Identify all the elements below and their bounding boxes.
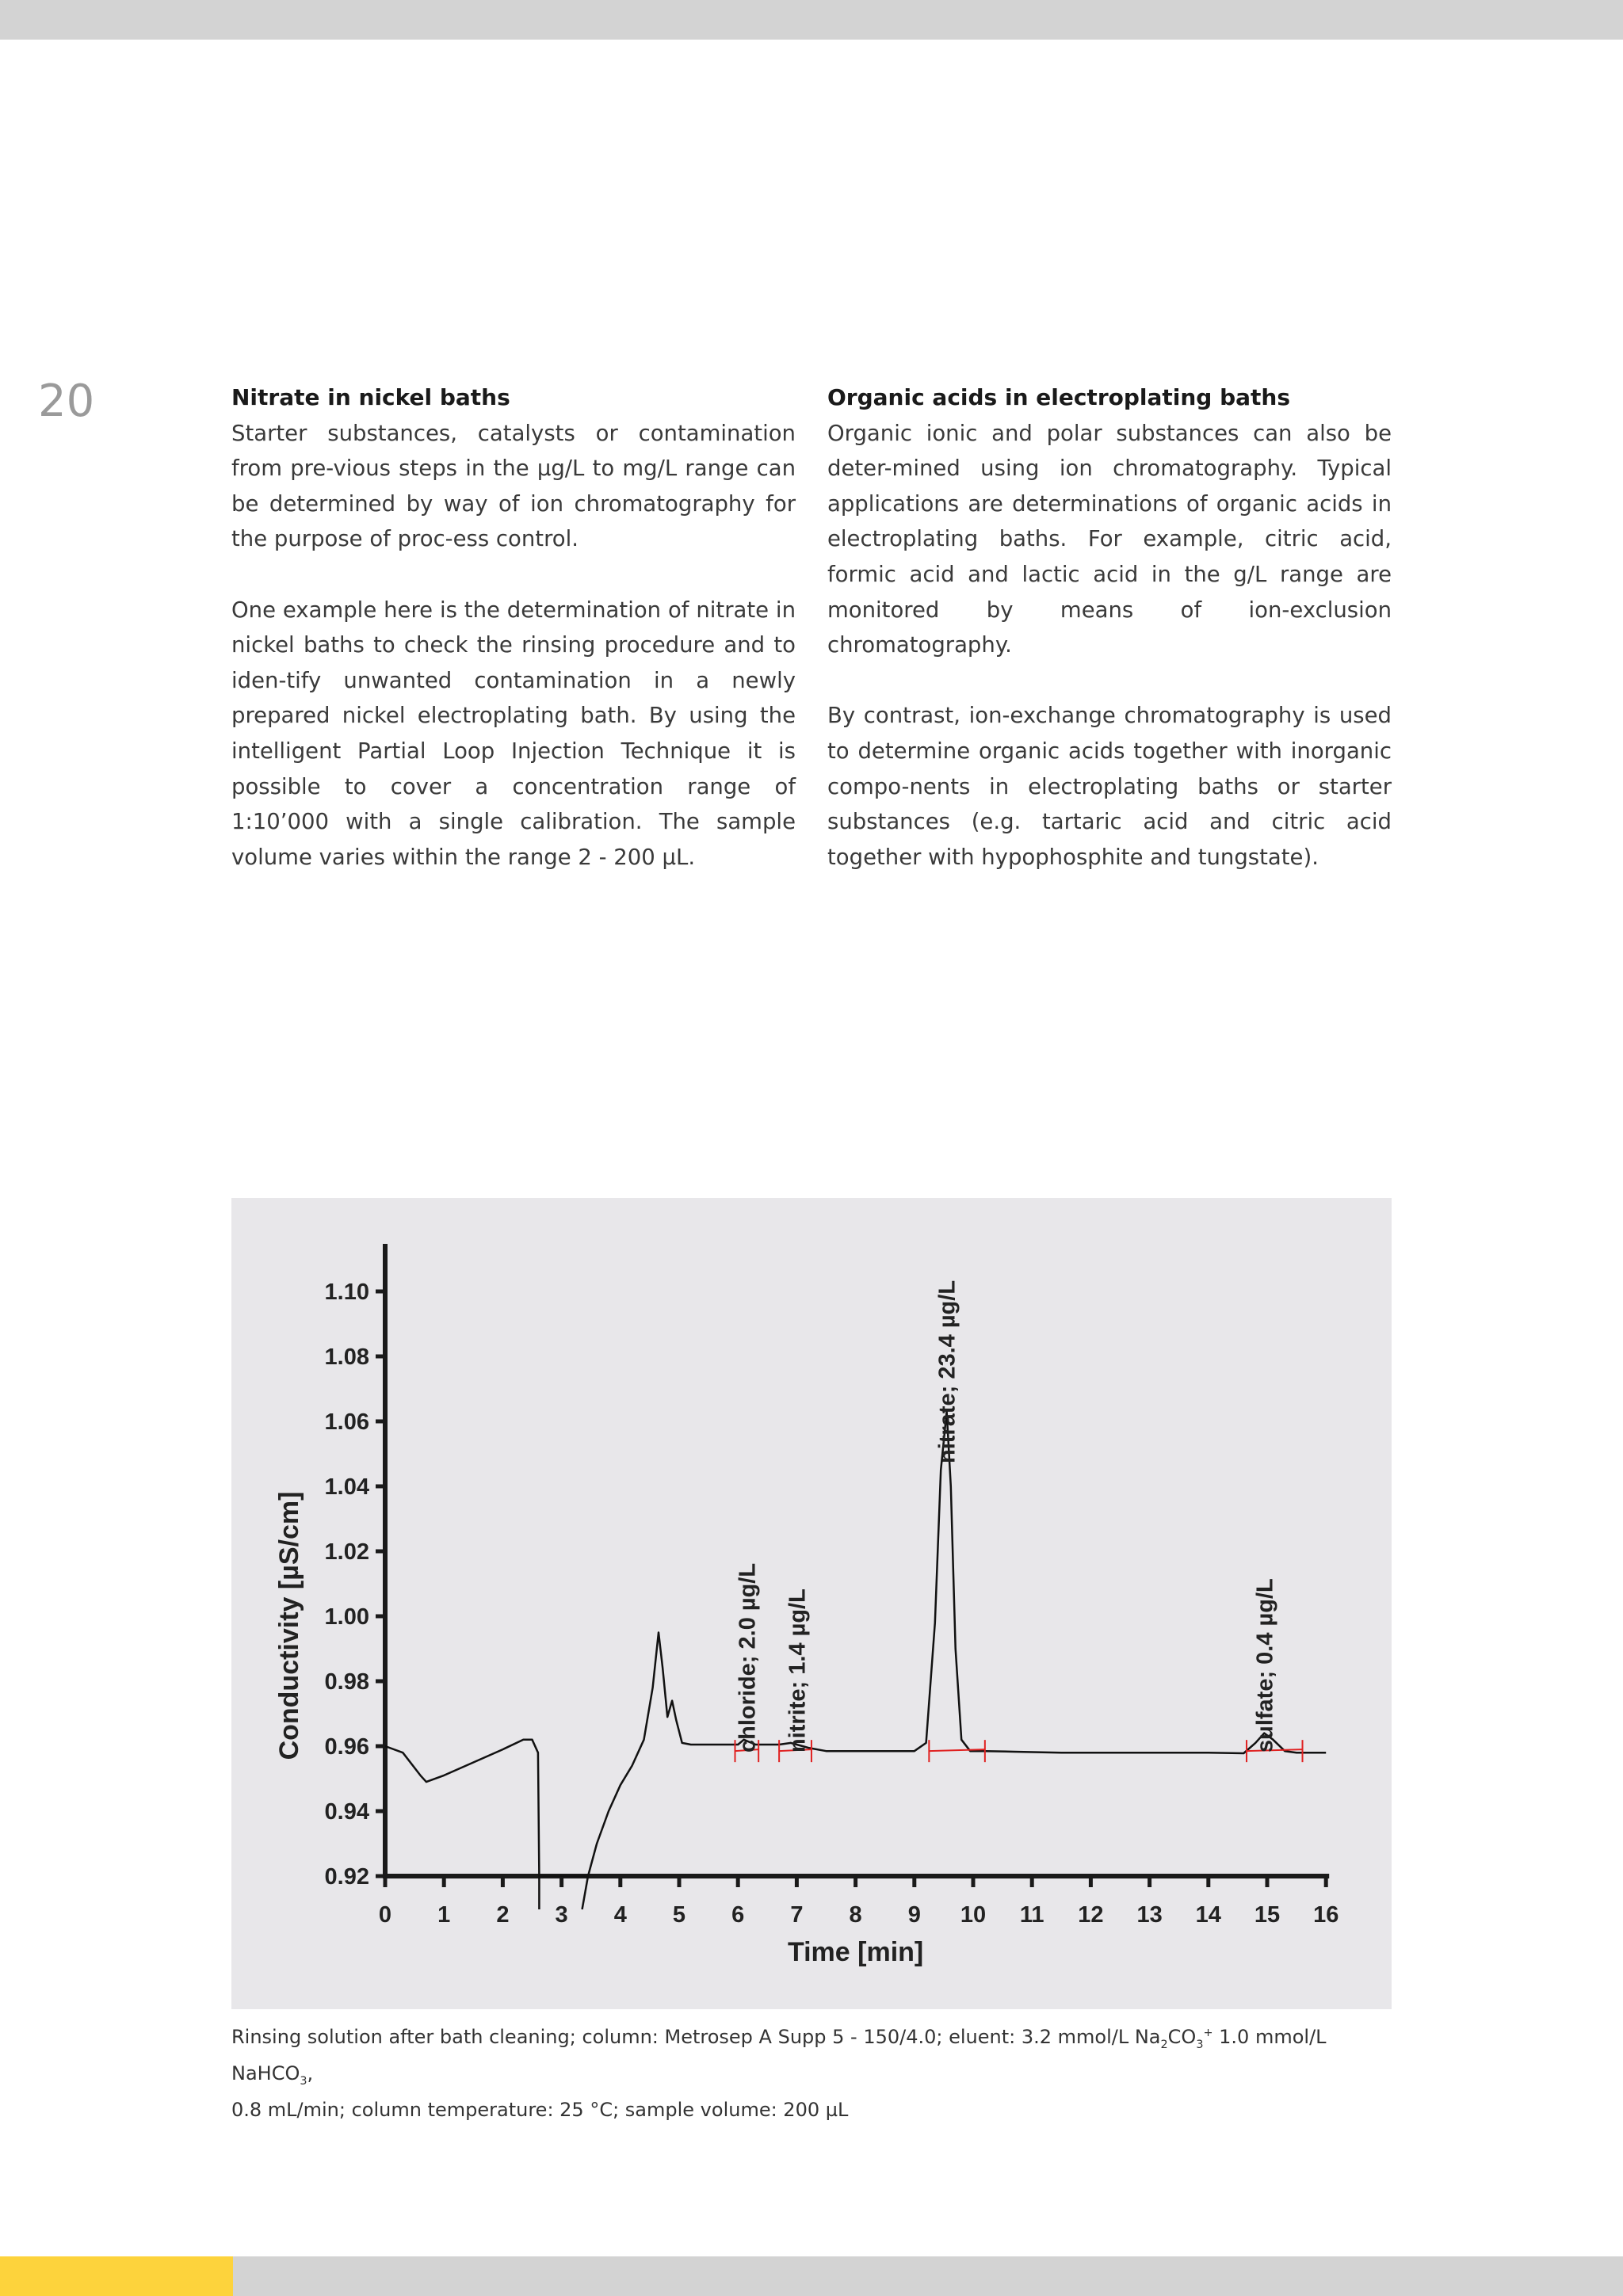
x-tick-label: 12 [1078,1902,1104,1928]
x-tick-label: 10 [960,1902,987,1928]
x-tick-label: 8 [849,1902,862,1928]
left-paragraph-2: One example here is the determination of nitrate in nickel baths to check the rinsing procedure and to iden-tify unwanted contamination in a newly prepared nickel electroplating bath. By using the intelligent Partial Loop Injection Technique it is possible to cover a concentration range of 1:10’000 with a single calibration. The sample volume varies within the range 2 - 200 µL. [231,597,796,870]
caption-line-2: 0.8 mL/min; column temperature: 25 °C; sample volume: 200 µL [231,2098,849,2121]
x-tick-label: 5 [672,1902,686,1928]
x-tick-label: 4 [613,1902,627,1928]
peak-annotation: nitrite; 1.4 µg/L [785,1589,811,1753]
caption-sub-3: 3 [300,2074,307,2088]
trace-dip-right [582,1876,588,1909]
caption-text-1: Rinsing solution after bath cleaning; column: Metrosep A Supp 5 - 150/4.0; eluent: 3.2 mmol/L Na [231,2026,1161,2048]
x-tick-label: 16 [1313,1902,1339,1928]
x-tick-label: 6 [731,1902,745,1928]
x-tick-label: 15 [1254,1902,1281,1928]
left-column-heading: Nitrate in nickel baths [231,384,510,410]
peak-annotation: chloride; 2.0 µg/L [735,1562,761,1753]
caption-text-3: 1.0 mmol/L NaHCO [231,2026,1327,2084]
y-tick-label: 1.02 [324,1539,369,1565]
x-axis-label: Time [min] [787,1937,924,1967]
y-tick-label: 1.00 [324,1604,369,1630]
chromatogram-trace [385,1412,1326,1876]
y-tick-label: 1.10 [324,1280,369,1305]
left-column [231,380,796,875]
left-paragraph-1: Starter substances, catalysts or contamination from pre-vious steps in the µg/L to mg/L range can be determined by way of ion chromatography for the purpose of proc-ess control. [231,420,796,552]
right-column [827,380,1392,875]
x-tick-label: 1 [437,1902,451,1928]
caption-text-4: , [307,2061,314,2084]
x-tick-label: 3 [555,1902,568,1928]
chromatogram-chart [231,1198,1392,2009]
bottom-gray-bar [0,2256,1623,2296]
x-tick-label: 14 [1195,1902,1221,1928]
top-gray-bar [0,0,1623,40]
caption-sub-1: 2 [1160,2038,1168,2051]
right-column-heading: Organic acids in electroplating baths [827,384,1291,410]
peak-annotation: sulfate; 0.4 µg/L [1252,1578,1278,1753]
y-tick-label: 1.08 [324,1344,369,1370]
right-paragraph-2: By contrast, ion-exchange chromatography is used to determine organic acids together with inorganic compo-nents in electroplating baths or starter substances (e.g. tartaric acid and citric acid together with hypophosphite and tungstate). [827,703,1392,870]
caption-sup-1: + [1203,2027,1213,2039]
page-number: 20 [38,376,95,427]
x-tick-label: 7 [790,1902,804,1928]
caption-text-2: CO [1167,2026,1197,2048]
chromatogram-panel [231,1198,1392,2009]
peak-annotation: nitrate; 23.4 µg/L [934,1280,960,1463]
y-tick-label: 0.98 [324,1669,369,1695]
y-axis-label: Conductivity [µS/cm] [274,1491,304,1760]
x-tick-label: 2 [496,1902,510,1928]
x-tick-label: 9 [907,1902,921,1928]
y-tick-label: 1.06 [324,1409,369,1435]
y-tick-label: 0.96 [324,1734,369,1760]
caption-sub-2: 3 [1196,2038,1204,2051]
x-tick-label: 0 [378,1902,392,1928]
y-tick-label: 1.04 [324,1474,369,1500]
bottom-yellow-accent [0,2256,233,2296]
x-tick-label: 11 [1019,1902,1044,1928]
y-tick-label: 0.92 [324,1864,369,1890]
right-paragraph-1: Organic ionic and polar substances can also be deter-mined using ion chromatography. Typical applications are determinations of organic acids in electroplating baths. For example, citric acid, formic acid and lactic acid in the g/L range are monitored by means of ion-exclusion chromatography. [827,420,1392,658]
figure-caption [231,2019,1396,2124]
y-tick-label: 0.94 [324,1799,369,1825]
x-tick-label: 13 [1136,1902,1163,1928]
